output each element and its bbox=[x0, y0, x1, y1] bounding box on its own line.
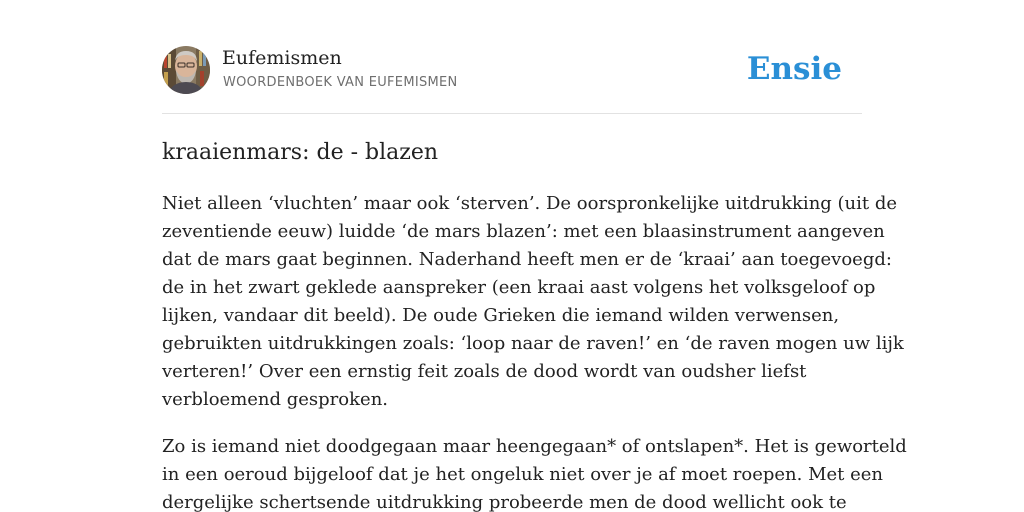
publication-name[interactable]: Eufemismen bbox=[222, 47, 342, 69]
text-line: in een oeroud bijgeloof dat je het ongeluk niet over je af moet roepen. Met een bbox=[162, 464, 884, 485]
text-line: verbloemend gesproken. bbox=[162, 389, 389, 410]
text-line: Niet alleen ‘vluchten’ maar ook ‘sterven’. De oorspronkelijke uitdrukking (uit de bbox=[162, 193, 898, 214]
text-line: dat de mars gaat beginnen. Naderhand heeft men er de ‘kraai’ aan toegevoegd: bbox=[162, 249, 892, 270]
entry-title: kraaienmars: de - blazen bbox=[162, 140, 439, 165]
text-line: lijken, vandaar dit beeld). De oude Grieken die iemand wilden verwensen, bbox=[162, 305, 840, 326]
text-line: gebruikten uitdrukkingen zoals: ‘loop naar de raven!’ en ‘de raven mogen uw lijk bbox=[162, 333, 904, 354]
text-line: zeventiende eeuw) luidde ‘de mars blazen’: met een blaasinstrument aangeven bbox=[162, 221, 885, 242]
header-divider bbox=[162, 113, 862, 114]
text-line: de in het zwart geklede aanspreker (een kraai aast volgens het volksgeloof op bbox=[162, 277, 876, 298]
avatar[interactable] bbox=[162, 46, 210, 94]
entry-body bbox=[162, 190, 907, 512]
text-line: verteren!’ Over een ernstig feit zoals de dood wordt van oudsher liefst bbox=[162, 361, 807, 382]
publication-header bbox=[162, 46, 862, 96]
author-portrait-icon bbox=[162, 46, 210, 94]
paragraph-1 bbox=[162, 190, 904, 414]
paragraph-2 bbox=[162, 433, 907, 512]
text-line: Zo is iemand niet doodgegaan maar heengegaan* of ontslapen*. Het is geworteld bbox=[162, 436, 907, 457]
publication-subtitle: WOORDENBOEK VAN EUFEMISMEN bbox=[223, 75, 458, 90]
brand-logo[interactable]: Ensie bbox=[746, 51, 842, 87]
text-line: dergelijke schertsende uitdrukking probeerde men de dood wellicht ook te bbox=[162, 492, 847, 512]
